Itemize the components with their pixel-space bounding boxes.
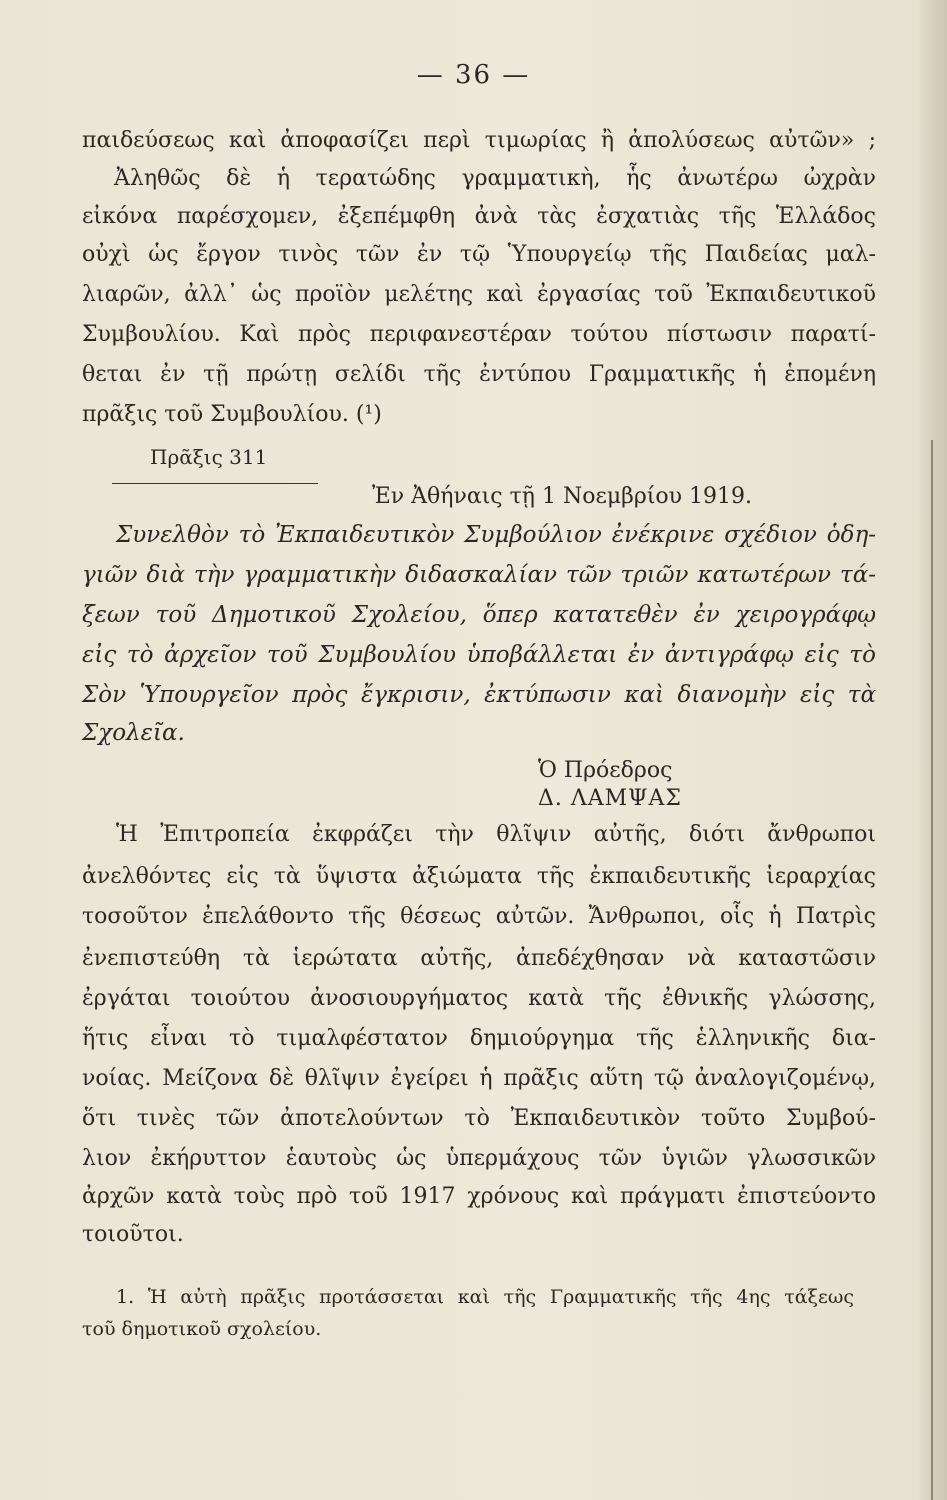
binding-line — [931, 440, 933, 1500]
page-edge — [919, 0, 947, 1500]
paragraph-line: τοιοῦτοι. — [82, 1222, 184, 1247]
paragraph-line: ἐργάται τοιούτου ἀνοσιουργήματος κατὰ τῆς ἐθνικῆς γλώσσης, — [82, 986, 876, 1011]
paragraph-line: ἥτις εἶναι τὸ τιμαλφέστατον δημιούργημα τῆς ἑλληνικῆς δια- — [82, 1026, 876, 1051]
paragraph-line: Συμβουλίου. Καὶ πρὸς περιφανεστέραν τούτου πίστωσιν παρατί- — [82, 322, 876, 347]
praxis-underline — [112, 483, 318, 484]
date-line: Ἐν Ἀθήναις τῇ 1 Νοεμβρίου 1919. — [372, 484, 753, 509]
paragraph-line: ἀνελθόντες εἰς τὰ ὕψιστα ἀξιώματα τῆς ἐκπαιδευτικῆς ἱεραρχίας — [82, 864, 876, 889]
paragraph-line: εἰκόνα παρέσχομεν, ἐξεπέμφθη ἀνὰ τὰς ἐσχατιὰς τῆς Ἑλλάδος — [82, 204, 876, 229]
paragraph-line: Ἡ Ἐπιτροπεία ἐκφράζει τὴν θλῖψιν αὐτῆς, διότι ἄνθρωποι — [116, 822, 876, 847]
paragraph-line: Ἀληθῶς δὲ ἡ τερατώδης γραμματικὴ, ἧς ἀνωτέρω ὠχρὰν — [114, 166, 876, 191]
signature-title: Ὁ Πρόεδρος — [538, 758, 673, 783]
decision-line: Σὸν Ὑπουργεῖον πρὸς ἔγκρισιν, ἐκτύπωσιν καὶ διανομὴν εἰς τὰ — [82, 682, 876, 708]
paragraph-line: ἐνεπιστεύθη τὰ ἱερώτατα αὐτῆς, ἀπεδέχθησαν νὰ καταστῶσιν — [82, 946, 876, 971]
paragraph-line: νοίας. Μείζονα δὲ θλῖψιν ἐγείρει ἡ πρᾶξις αὕτη τῷ ἀναλογιζομένῳ, — [82, 1066, 876, 1091]
paragraph-line: οὐχὶ ὡς ἔργον τινὸς τῶν ἐν τῷ Ὑπουργείῳ τῆς Παιδείας μαλ- — [82, 242, 876, 267]
paragraph-line: ἀρχῶν κατὰ τοὺς πρὸ τοῦ 1917 χρόνους καὶ πράγματι ἐπιστεύοντο — [82, 1184, 876, 1209]
paragraph-line: τοσοῦτον ἐπελάθοντο τῆς θέσεως αὐτῶν. Ἄνθρωποι, οἷς ἡ Πατρὶς — [82, 904, 876, 929]
footnote-line: 1. Ἡ αὐτὴ πρᾶξις προτάσσεται καὶ τῆς Γραμματικῆς τῆς 4ης τάξεως — [116, 1286, 854, 1308]
decision-line: Σχολεῖα. — [82, 720, 185, 746]
praxis-label: Πρᾶξις 311 — [150, 445, 268, 469]
decision-line: γιῶν διὰ τὴν γραμματικὴν διδασκαλίαν τῶν τριῶν κατωτέρων τά- — [82, 562, 876, 588]
page-number: — 36 — — [416, 60, 531, 90]
paragraph-line: θεται ἐν τῇ πρώτῃ σελίδι τῆς ἐντύπου Γραμματικῆς ἡ ἑπομένη — [82, 362, 876, 387]
paragraph-line: πρᾶξις τοῦ Συμβουλίου. (¹) — [82, 402, 382, 427]
paragraph-line: παιδεύσεως καὶ ἀποφασίζει περὶ τιμωρίας ἢ ἀπολύσεως αὐτῶν» ; — [82, 128, 876, 153]
signature-name: Δ. ΛΑΜΨΑΣ — [538, 786, 682, 811]
decision-line: Συνελθὸν τὸ Ἐκπαιδευτικὸν Συμβούλιον ἐνέκρινε σχέδιον ὁδη- — [116, 522, 876, 548]
footnote-line: τοῦ δημοτικοῦ σχολείου. — [82, 1318, 322, 1340]
paragraph-line: ὅτι τινὲς τῶν ἀποτελούντων τὸ Ἐκπαιδευτικὸν τοῦτο Συμβού- — [82, 1106, 876, 1131]
decision-line: εἰς τὸ ἀρχεῖον τοῦ Συμβουλίου ὑποβάλλεται ἐν ἀντιγράφῳ εἰς τὸ — [82, 642, 876, 668]
paragraph-line: λιον ἐκήρυττον ἑαυτοὺς ὡς ὑπερμάχους τῶν ὑγιῶν γλωσσικῶν — [82, 1146, 876, 1171]
decision-line: ξεων τοῦ Δημοτικοῦ Σχολείου, ὅπερ κατατεθὲν ἐν χειρογράφῳ — [82, 602, 876, 628]
paragraph-line: λιαρῶν, ἀλλ᾽ ὡς προϊὸν μελέτης καὶ ἐργασίας τοῦ Ἐκπαιδευτικοῦ — [82, 282, 876, 307]
